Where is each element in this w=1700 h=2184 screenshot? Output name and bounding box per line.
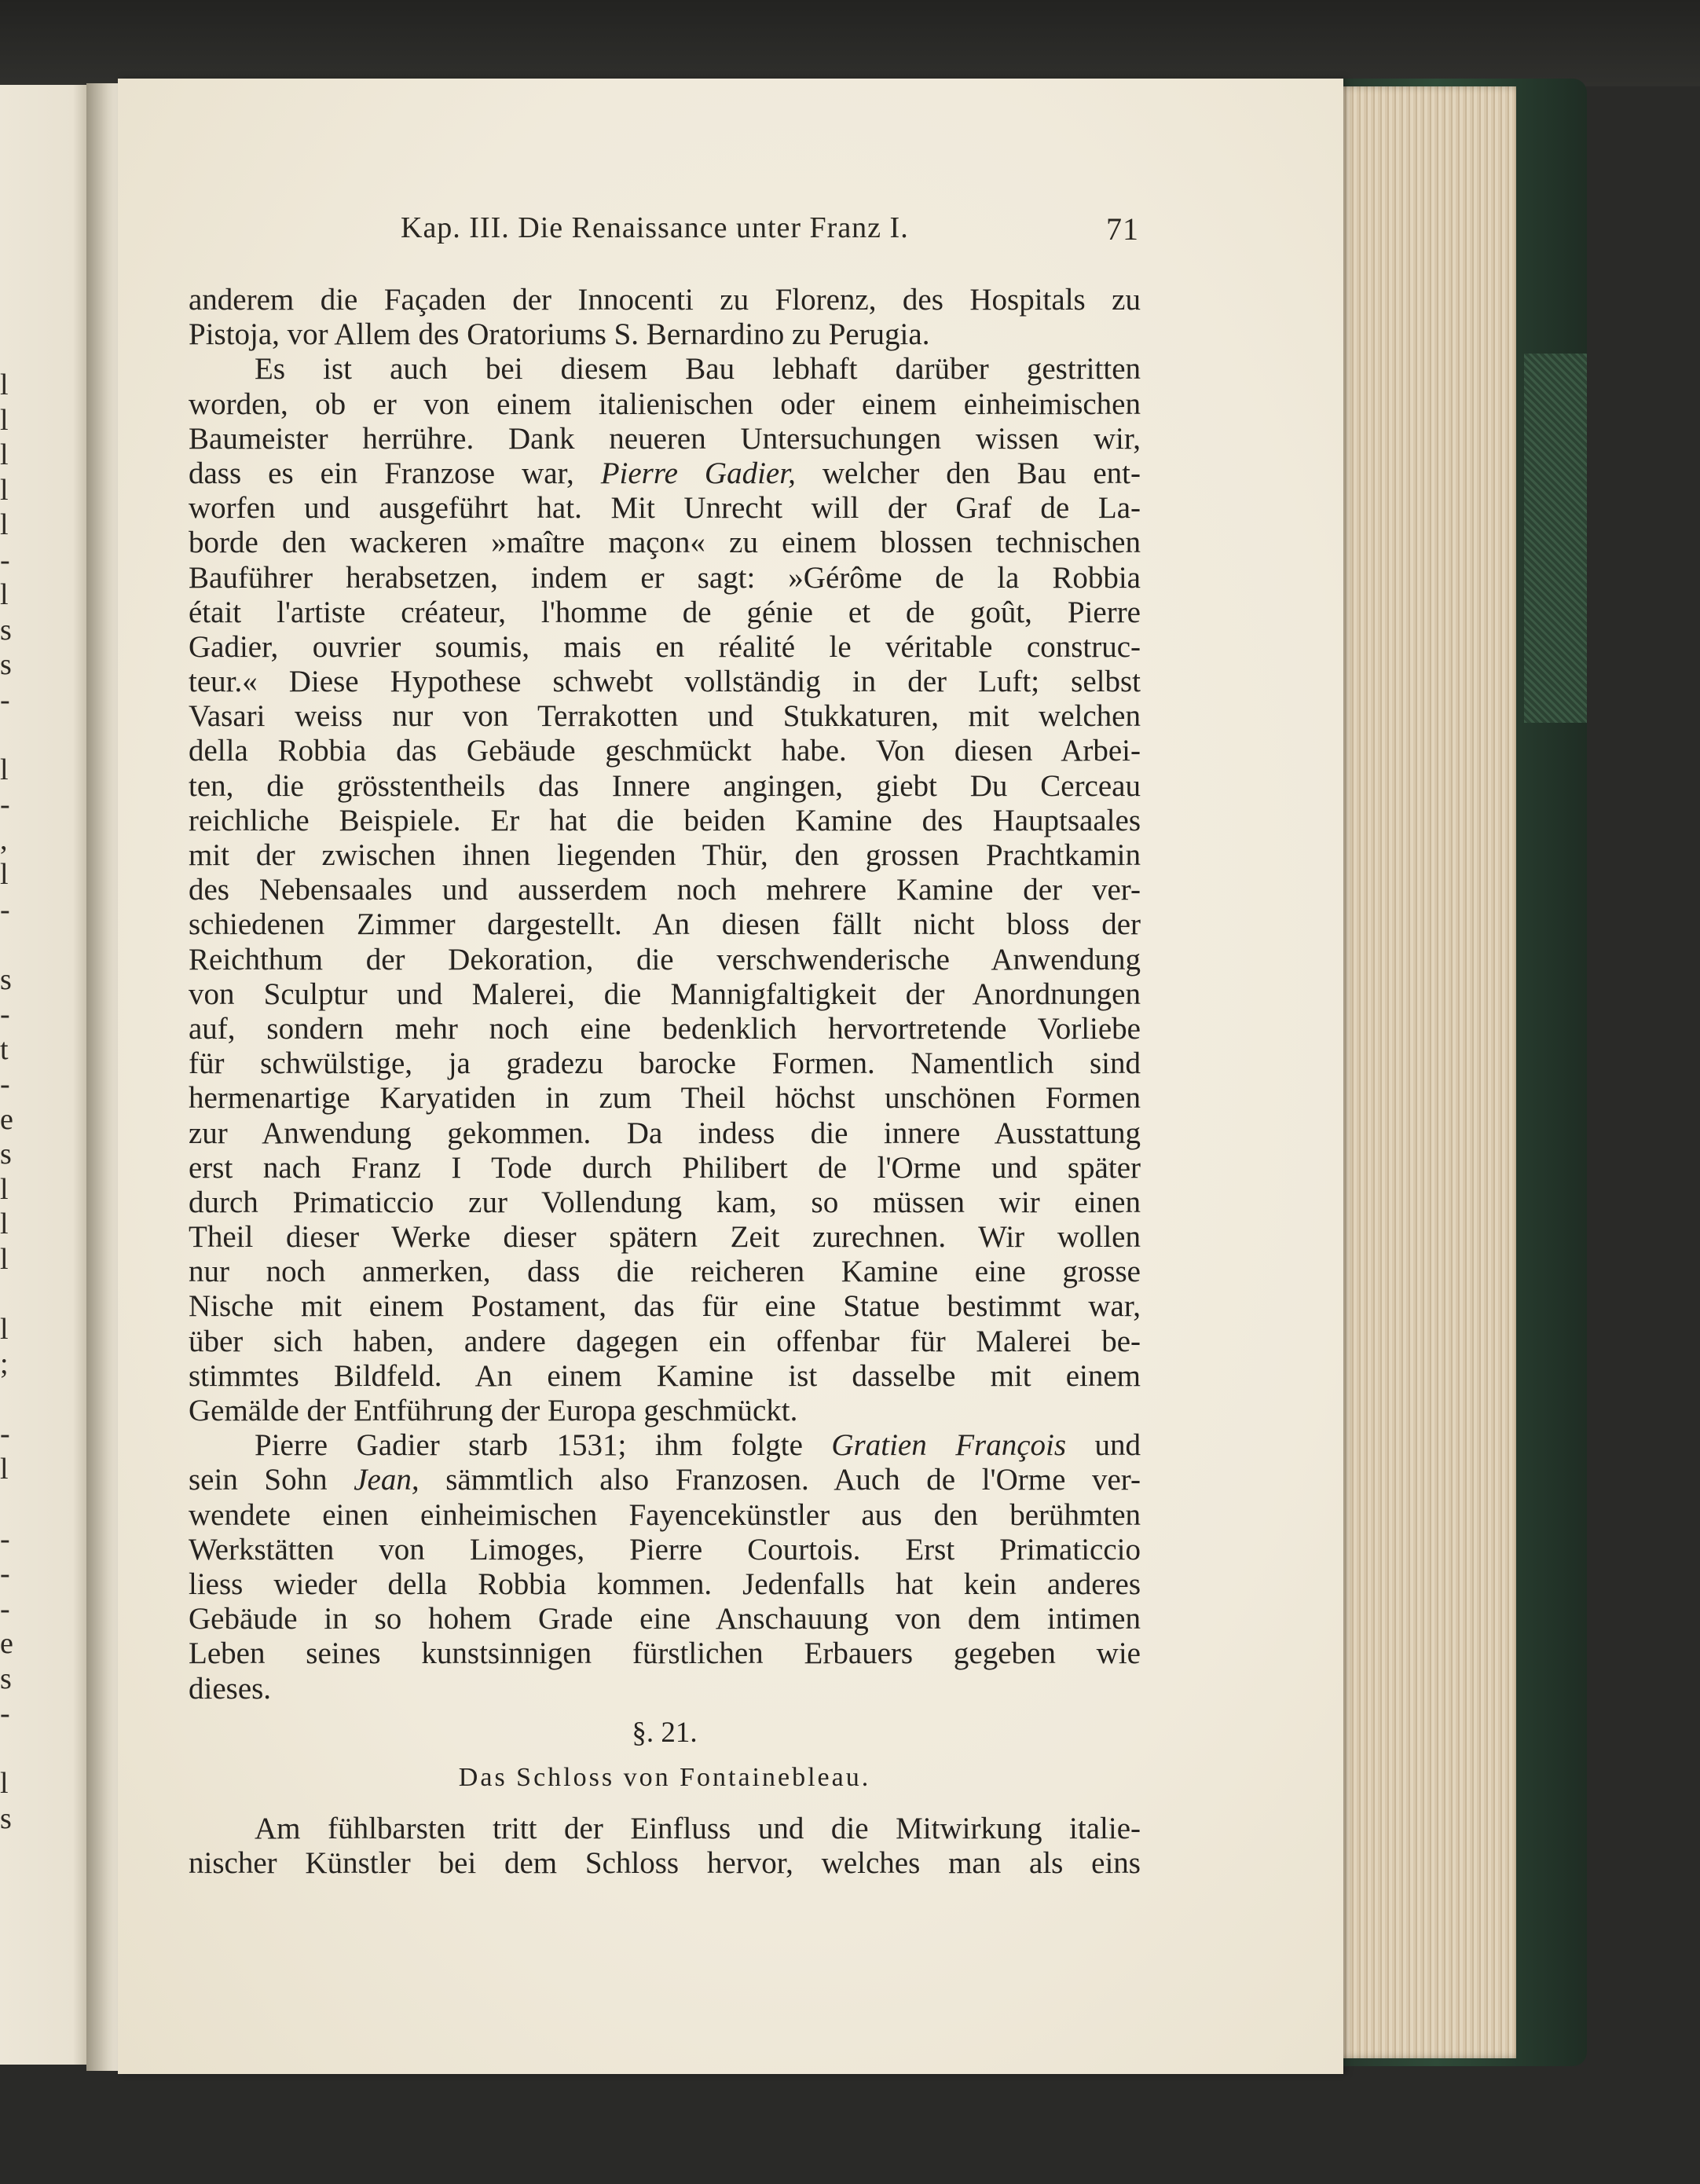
- text-line: Gebäude in so hohem Grade eine Anschauung von dem intimen: [189, 1602, 1141, 1636]
- text-line: reichliche Beispiele. Er hat die beiden Kamine des Hauptsaales: [189, 803, 1141, 837]
- paragraph-4: [189, 1812, 1141, 1881]
- left-page-fragment: l: [0, 1242, 9, 1276]
- text-line: ten, die grösstentheils das Innere angingen, giebt Du Cerceau: [189, 768, 1141, 803]
- text-line: Gadier, ouvrier soumis, mais en réalité le véritable construc-: [189, 629, 1141, 664]
- italic-name: Gratien François: [831, 1428, 1067, 1463]
- left-page-fragment: l: [0, 1172, 9, 1206]
- text-line: Es ist auch bei diesem Bau lebhaft darüber gestritten: [255, 352, 1141, 387]
- left-page-fragment: s: [0, 1138, 12, 1171]
- paragraph-3: [189, 1428, 1141, 1706]
- left-page: [0, 85, 91, 2065]
- backdrop: [0, 0, 1700, 86]
- left-page-fragment: l: [0, 438, 9, 471]
- text-line: dieses.: [189, 1671, 272, 1706]
- left-page-fragment: e: [0, 1627, 13, 1660]
- left-page-fragment: [0, 1486, 24, 1522]
- text-line: Vasari weiss nur von Terrakotten und Stukkaturen, mit welchen: [189, 699, 1141, 734]
- text-line: durch Primaticcio zur Vollendung kam, so müssen wir einen: [189, 1185, 1141, 1219]
- left-page-fragment: -: [0, 1417, 10, 1450]
- page-number: 71: [1106, 211, 1139, 247]
- left-page-fragment: [0, 927, 24, 962]
- left-page-fragment: ;: [0, 1347, 9, 1380]
- text-line: della Robbia das Gebäude geschmückt habe. Von diesen Arbei-: [189, 734, 1141, 768]
- text-line: anderem die Façaden der Innocenti zu Florenz, des Hospitals zu: [189, 283, 1141, 317]
- left-page-fragments: [0, 368, 24, 1836]
- text-line: dass es ein Franzose war, Pierre Gadier, welcher den Bau ent-: [189, 456, 1141, 490]
- text-line: Nische mit einem Postament, das für eine Statue bestimmt war,: [189, 1289, 1141, 1324]
- left-page-fragment: s: [0, 1801, 12, 1835]
- left-page-fragment: ,: [0, 823, 8, 856]
- left-page-fragment: [0, 1731, 24, 1767]
- paragraph-2: [189, 352, 1141, 1428]
- left-page-fragment: l: [0, 473, 9, 507]
- left-page-fragment: l: [0, 403, 9, 437]
- text-line: stimmtes Bildfeld. An einem Kamine ist dasselbe mit einem: [189, 1358, 1141, 1393]
- left-page-fragment: l: [0, 858, 9, 891]
- text-line: für schwülstige, ja gradezu barocke Formen. Namentlich sind: [189, 1046, 1141, 1081]
- text-line: Theil dieser Werke dieser spätern Zeit zurechnen. Wir wollen: [189, 1220, 1141, 1255]
- italic-name: Pierre Gadier,: [600, 456, 796, 490]
- left-page-fragment: l: [0, 508, 9, 541]
- text-line: Pierre Gadier starb 1531; ihm folgte Gratien François und: [255, 1428, 1141, 1463]
- left-page-fragment: -: [0, 543, 10, 577]
- left-page-fragment: -: [0, 1592, 10, 1625]
- left-page-fragment: -: [0, 1522, 10, 1556]
- paragraph-1: [189, 283, 1141, 352]
- section-title: Das Schloss von Fontainebleau.: [458, 1763, 871, 1792]
- text-line: worden, ob er von einem italienischen oder einem einheimischen: [189, 387, 1141, 421]
- text-line: nur noch anmerken, dass die reicheren Kamine eine grosse: [189, 1255, 1141, 1289]
- cover-texture: [1524, 354, 1587, 723]
- left-page-fragment: -: [0, 1068, 10, 1101]
- text-line: borde den wackeren »maître maçon« zu einem blossen technischen: [189, 526, 1141, 560]
- text-line: worfen und ausgeführt hat. Mit Unrecht will der Graf de La-: [189, 491, 1141, 526]
- left-page-fragment: -: [0, 1557, 10, 1590]
- text-line: wendete einen einheimischen Fayencekünstler aus den berühmten: [189, 1497, 1141, 1532]
- text-line: Gemälde der Entführung der Europa geschmückt.: [189, 1394, 798, 1427]
- text-line: mit der zwischen ihnen liegenden Thür, den grossen Prachtkamin: [189, 838, 1141, 872]
- left-page-fragment: t: [0, 1032, 9, 1066]
- left-page-fragment: [0, 1277, 24, 1312]
- text-line: auf, sondern mehr noch eine bedenklich hervortretende Vorliebe: [189, 1011, 1141, 1046]
- text-line: nischer Künstler bei dem Schloss hervor, welches man als eins: [189, 1846, 1141, 1881]
- text-line: des Nebensaales und ausserdem noch mehrere Kamine der ver-: [189, 873, 1141, 907]
- left-page-fragment: s: [0, 1662, 12, 1695]
- left-page-fragment: s: [0, 962, 12, 996]
- text-line: teur.« Diese Hypothese schwebt vollständig in der Luft; selbst: [189, 665, 1141, 699]
- left-page-fragment: [0, 1382, 24, 1417]
- text-line: zur Anwendung gekommen. Da indess die innere Ausstattung: [189, 1116, 1141, 1150]
- text-line: était l'artiste créateur, l'homme de génie et de goût, Pierre: [189, 595, 1141, 629]
- left-page-fragment: -: [0, 998, 10, 1031]
- page-edges: [1335, 86, 1516, 2058]
- left-page-fragment: [0, 717, 24, 753]
- left-page-fragment: s: [0, 648, 12, 681]
- text-line: von Sculptur und Malerei, die Mannigfaltigkeit der Anordnungen: [189, 977, 1141, 1011]
- left-page-fragment: l: [0, 368, 9, 401]
- left-page-fragment: l: [0, 753, 9, 786]
- text-line: erst nach Franz I Tode durch Philibert de l'Orme und später: [189, 1150, 1141, 1185]
- text-line: Werkstätten von Limoges, Pierre Courtois. Erst Primaticcio: [189, 1532, 1141, 1567]
- text-line: Reichthum der Dekoration, die verschwenderische Anwendung: [189, 942, 1141, 977]
- left-page-fragment: l: [0, 1452, 9, 1486]
- text-line: hermenartige Karyatiden in zum Theil höchst unschönen Formen: [189, 1081, 1141, 1116]
- left-page-fragment: e: [0, 1102, 13, 1136]
- left-page-fragment: l: [0, 1207, 9, 1240]
- text-line: Leben seines kunstsinnigen fürstlichen Erbauers gegeben wie: [189, 1636, 1141, 1671]
- text-line: Bauführer herabsetzen, indem er sagt: »Gérôme de la Robbia: [189, 560, 1141, 595]
- text-line: liess wieder della Robbia kommen. Jedenfalls hat kein anderes: [189, 1567, 1141, 1601]
- left-page-fragment: -: [0, 892, 10, 926]
- body-text: [189, 283, 1141, 1706]
- text-line: Baumeister herrühre. Dank neueren Untersuchungen wissen wir,: [189, 421, 1141, 456]
- left-page-fragment: -: [0, 788, 10, 821]
- left-page-fragment: l: [0, 1312, 9, 1346]
- left-page-fragment: l: [0, 578, 9, 611]
- text-line: Pistoja, vor Allem des Oratoriums S. Bernardino zu Perugia.: [189, 317, 930, 352]
- text-line: schiedenen Zimmer dargestellt. An diesen fällt nicht bloss der: [189, 907, 1141, 942]
- running-title: Kap. III. Die Renaissance unter Franz I.: [401, 211, 909, 244]
- text-line: sein Sohn Jean, sämmtlich also Franzosen. Auch de l'Orme ver-: [189, 1463, 1141, 1497]
- left-page-fragment: -: [0, 1697, 10, 1730]
- italic-name: Jean,: [354, 1463, 420, 1497]
- text-line: Am fühlbarsten tritt der Einfluss und die Mitwirkung italie-: [255, 1812, 1141, 1845]
- left-page-fragment: l: [0, 1767, 9, 1800]
- left-page-fragment: -: [0, 683, 10, 716]
- left-page-fragment: s: [0, 613, 12, 647]
- section-number: §. 21.: [632, 1717, 698, 1749]
- text-line: über sich haben, andere dagegen ein offenbar für Malerei be-: [189, 1324, 1141, 1358]
- running-head: [189, 211, 1139, 250]
